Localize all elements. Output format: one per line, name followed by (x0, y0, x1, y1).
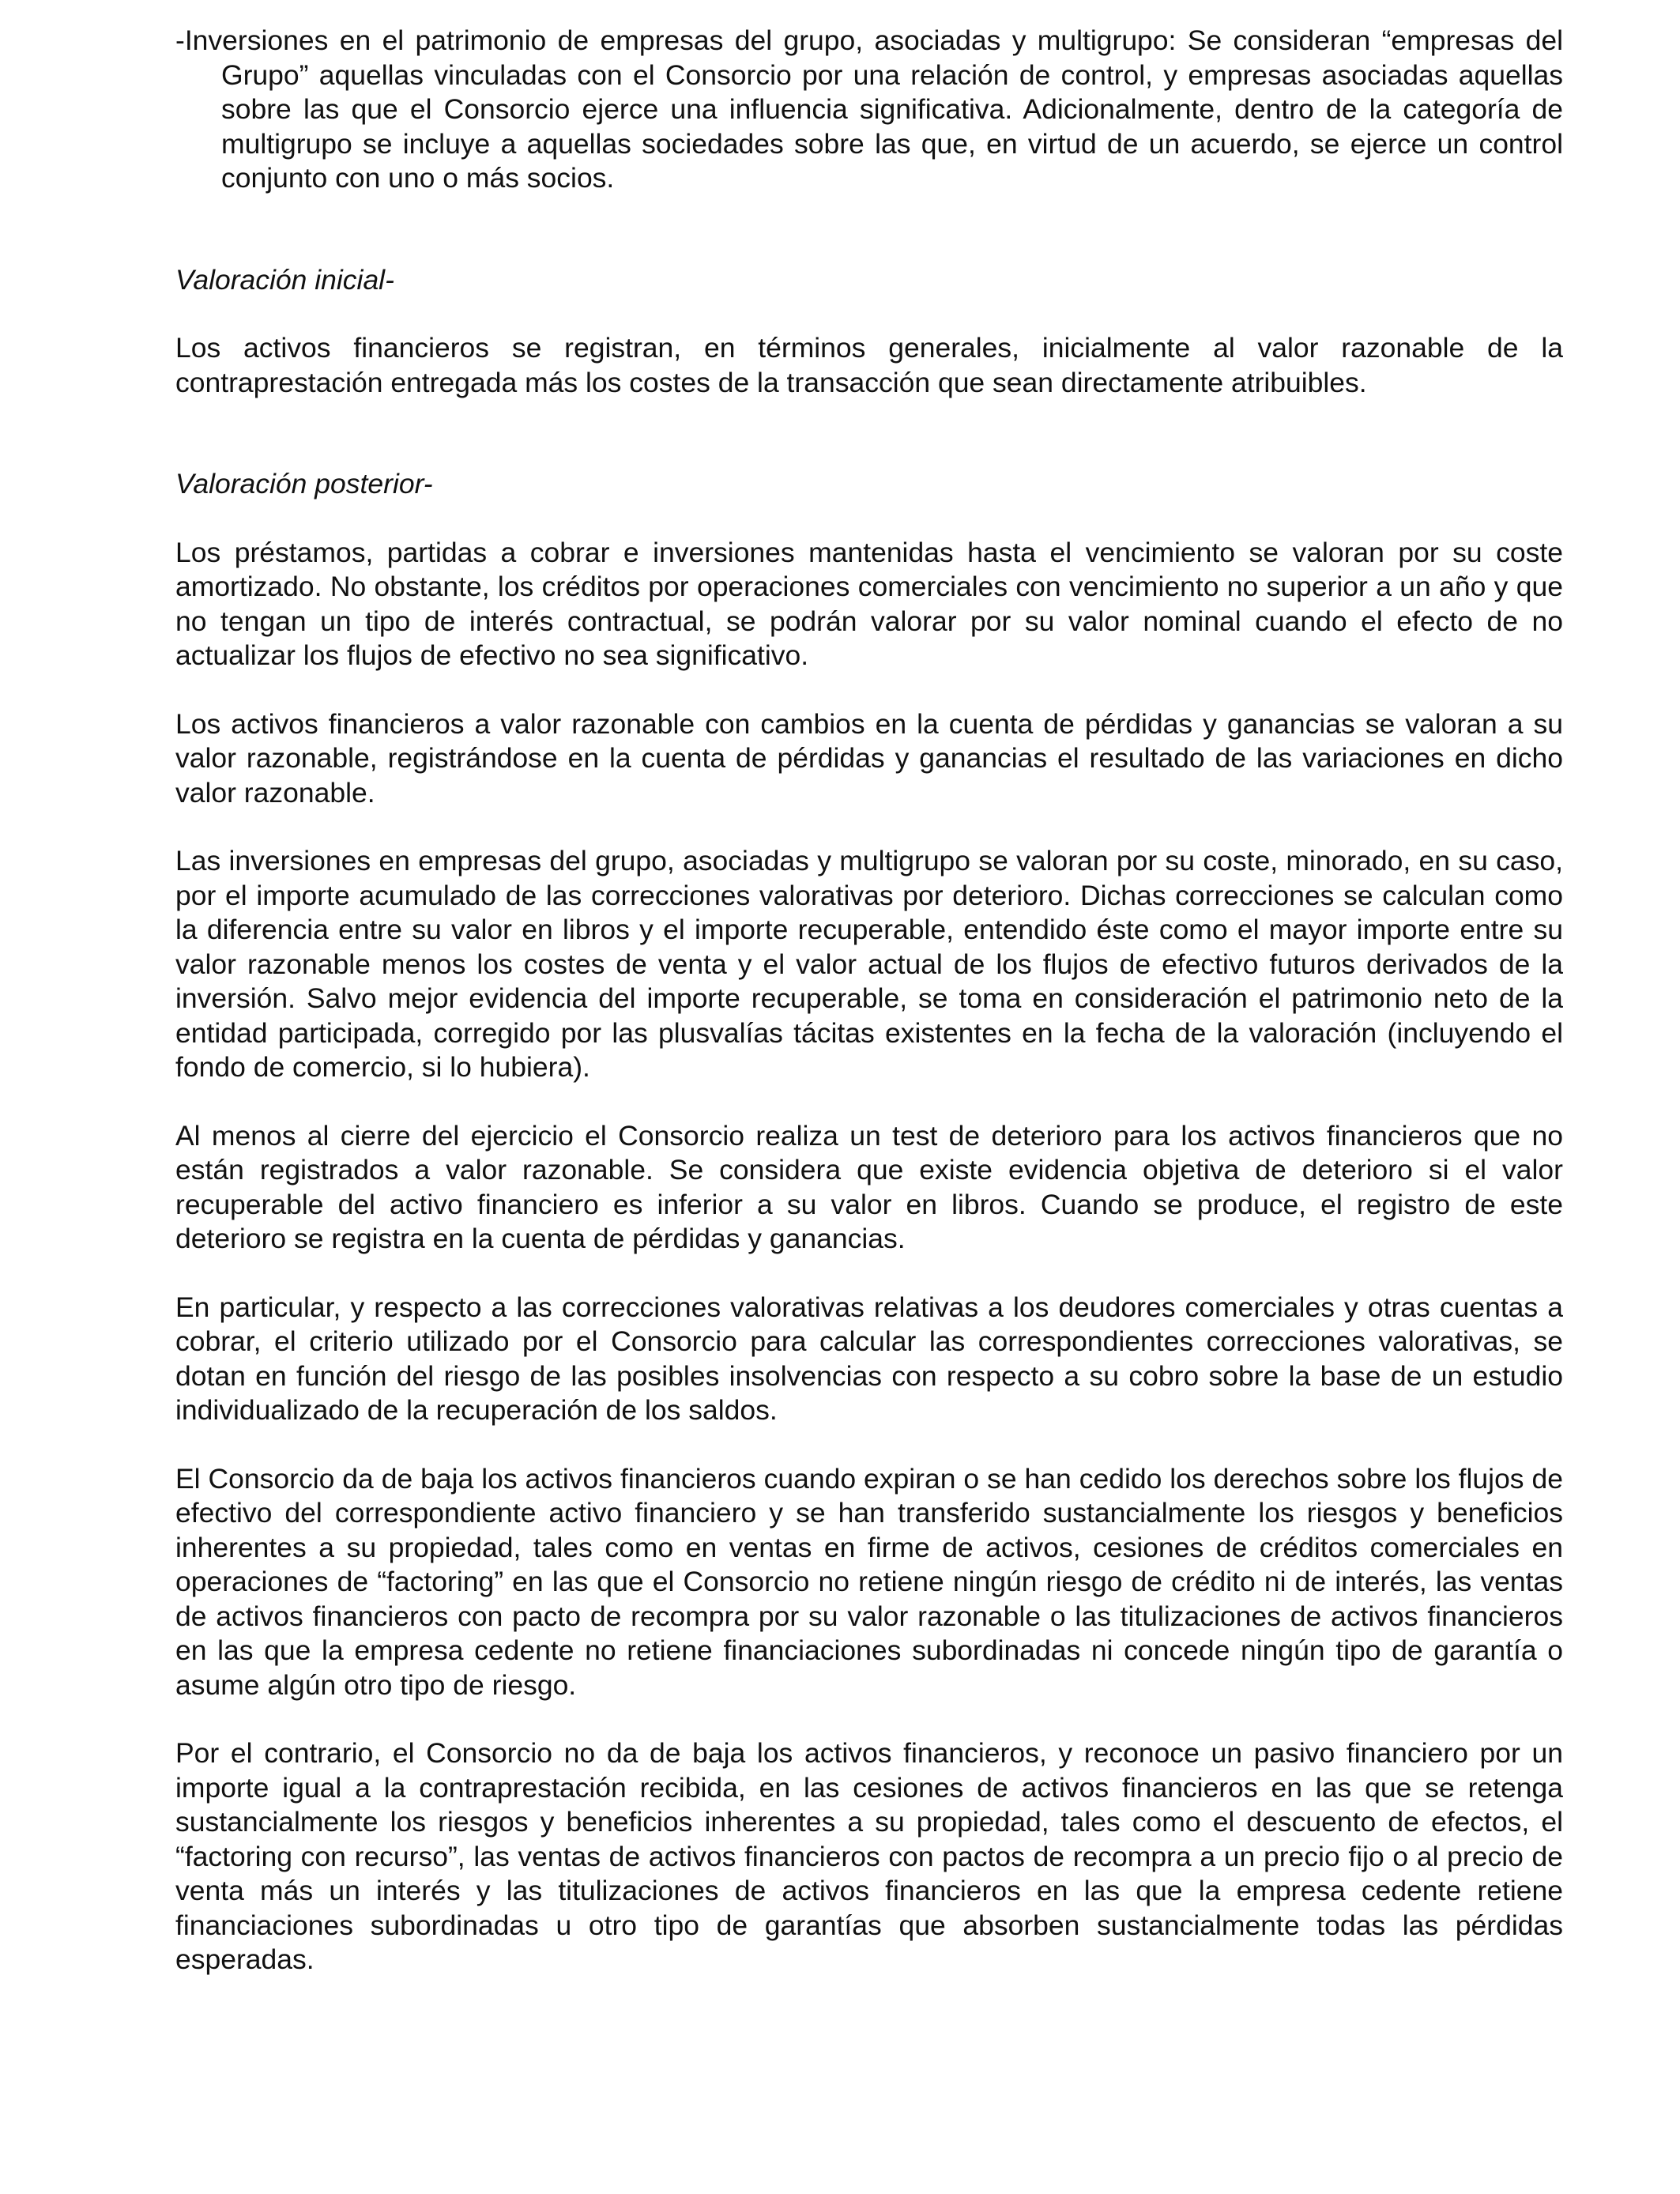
document-page (175, 24, 1563, 1977)
heading-valoracion-posterior: Valoración posterior- (175, 468, 433, 499)
spacer (175, 673, 1563, 707)
spacer (175, 1702, 1563, 1736)
paragraph-initial-1: Los activos financieros se registran, en términos generales, inicialmente al valor razonable de la contraprestación entregada más los costes de la transacción que sean directamente atribuibles. (175, 332, 1563, 398)
spacer (175, 400, 1563, 467)
spacer (175, 810, 1563, 844)
spacer (175, 297, 1563, 331)
spacer (175, 1085, 1563, 1119)
paragraph-later-6: El Consorcio da de baja los activos financieros cuando expiran o se han cedido los derechos sobre los flujos de efectivo del correspondiente activo financiero y se han transferido sustancialmente los riesgos y beneficios inherentes a su propiedad, tales como en ventas en firme de activos, cesiones de créditos comerciales en operaciones de “factoring” en las que el Consorcio no retiene ningún riesgo de crédito ni de interés, las ventas de activos financieros con pacto de recompra por su valor razonable o las titulizaciones de activos financieros en las que la empresa cedente no retiene financiaciones subordinadas ni concede ningún tipo de garantía o asume algún otro tipo de riesgo. (175, 1462, 1563, 1701)
paragraph-later-5: En particular, y respecto a las correcciones valorativas relativas a los deudores comerciales y otras cuentas a cobrar, el criterio utilizado por el Consorcio para calcular las correspondientes correcciones valorativas, se dotan en función del riesgo de las posibles insolvencias con respecto a su cobro sobre la base de un estudio individualizado de la recuperación de los saldos. (175, 1291, 1563, 1426)
spacer (175, 502, 1563, 536)
paragraph-later-2: Los activos financieros a valor razonable con cambios en la cuenta de pérdidas y ganancias se valoran a su valor razonable, registrándose en la cuenta de pérdidas y ganancias el resultado de las variaciones en dicho valor razonable. (175, 707, 1563, 809)
paragraph-later-7: Por el contrario, el Consorcio no da de baja los activos financieros, y reconoce un pasivo financiero por un importe igual a la contraprestación recibida, en las cesiones de activos financieros en las que se retenga sustancialmente los riesgos y beneficios inherentes a su propiedad, tales como el descuento de efectos, el “factoring con recurso”, las ventas de activos financieros con pactos de recompra a un precio fijo o al precio de venta más un interés y las titulizaciones de activos financieros en las que la empresa cedente retiene financiaciones subordinadas u otro tipo de garantías que absorben sustancialmente todas las pérdidas esperadas. (175, 1737, 1563, 1975)
spacer (175, 196, 1563, 263)
spacer (175, 1428, 1563, 1462)
paragraph-later-4: Al menos al cierre del ejercicio el Consorcio realiza un test de deterioro para los activos financieros que no están registrados a valor razonable. Se considera que existe evidencia objetiva de deterioro si el valor recuperable del activo financiero es inferior a su valor en libros. Cuando se produce, el registro de este deterioro se registra en la cuenta de pérdidas y ganancias. (175, 1119, 1563, 1254)
paragraph-later-3: Las inversiones en empresas del grupo, asociadas y multigrupo se valoran por su coste, minorado, en su caso, por el importe acumulado de las correcciones valorativas por deterioro. Dichas correcciones se calculan como la diferencia entre su valor en libros y el importe recuperable, entendido éste como el mayor importe entre su valor razonable menos los costes de venta y el valor actual de los flujos de efectivo futuros derivados de la inversión. Salvo mejor evidencia del importe recuperable, se toma en consideración el patrimonio neto de la entidad participada, corregido por las plusvalías tácitas existentes en la fecha de la valoración (incluyendo el fondo de comercio, si lo hubiera). (175, 845, 1563, 1083)
spacer (175, 1257, 1563, 1291)
heading-valoracion-inicial: Valoración inicial- (175, 263, 394, 296)
intro-paragraph: -Inversiones en el patrimonio de empresas del grupo, asociadas y multigrupo: Se consideran “empresas del Grupo” aquellas vinculadas con el Consorcio por una relación de control, y empresas asociadas aquellas sobre las que el Consorcio ejerce una influencia significativa. Adicionalmente, dentro de la categoría de multigrupo se incluye a aquellas sociedades sobre las que, en virtud de un acuerdo, se ejerce un control conjunto con uno o más socios. (175, 25, 1563, 194)
paragraph-later-1: Los préstamos, partidas a cobrar e inversiones mantenidas hasta el vencimiento se valoran por su coste amortizado. No obstante, los créditos por operaciones comerciales con vencimiento no superior a un año y que no tengan un tipo de interés contractual, se podrán valorar por su valor nominal cuando el efecto de no actualizar los flujos de efectivo no sea significativo. (175, 536, 1563, 671)
